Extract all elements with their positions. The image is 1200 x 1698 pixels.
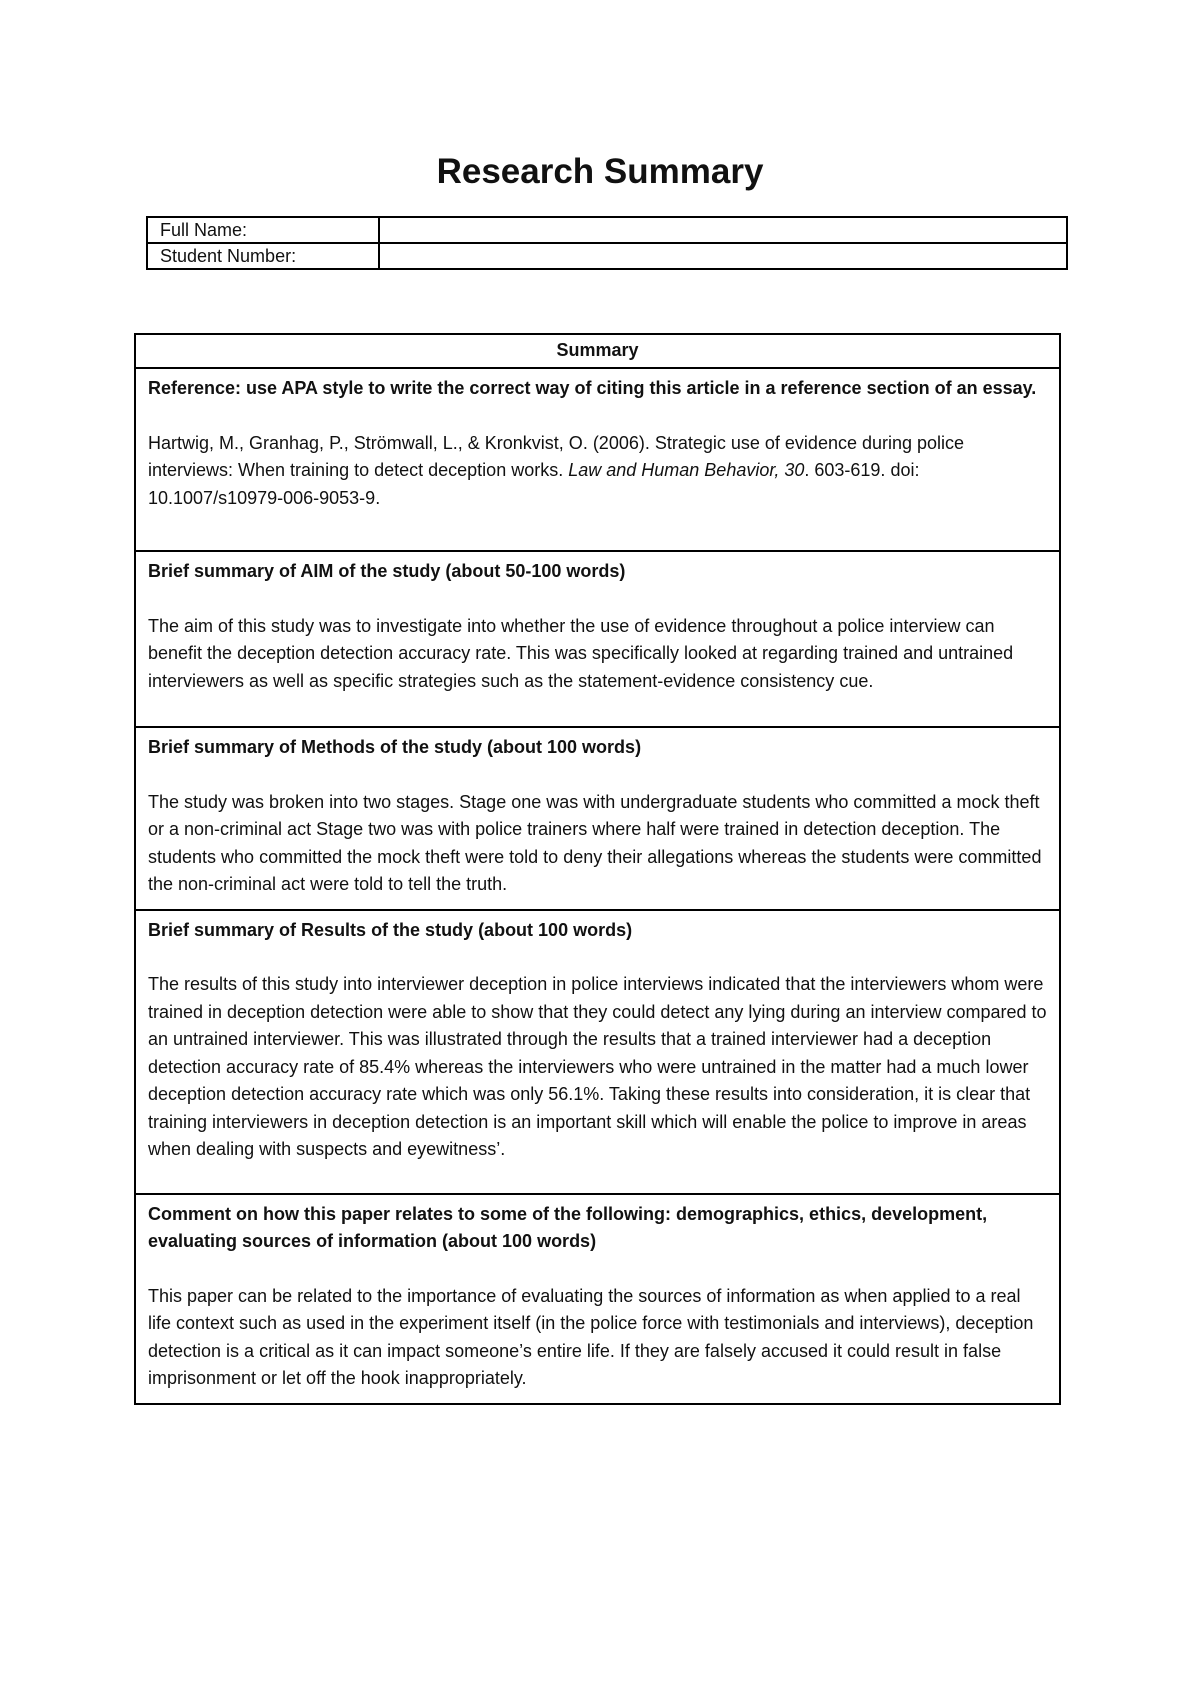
methods-body: The study was broken into two stages. Stage one was with undergraduate students who committed a mock theft or a non-criminal act Stage two was with police trainers where half were trained in detection deception. The students who committed the mock theft were told to deny their allegations whereas the students were committed the non-criminal act were told to tell the truth. (148, 791, 1042, 894)
reference-heading: Reference: use APA style to write the correct way of citing this article in a reference section of an essay. (148, 378, 1037, 398)
comment-heading: Comment on how this paper relates to some of the following: demographics, ethics, development, evaluating sources of information (about 100 words) (148, 1203, 988, 1251)
methods-heading: Brief summary of Methods of the study (about 100 words) (148, 737, 642, 757)
student-number-field[interactable] (379, 243, 1067, 269)
reference-citation (148, 430, 1047, 513)
results-cell (135, 910, 1060, 1194)
results-row (135, 910, 1060, 1194)
results-heading: Brief summary of Results of the study (about 100 words) (148, 919, 633, 940)
citation-authors: Hartwig, M., Granhag, P., Strömwall, L., & Kronkvist, O. (2006). Strategic use of evidence during police interviews: When training to detect deception works. (148, 432, 965, 480)
summary-header-row (135, 334, 1060, 368)
citation-journal: Law and Human Behavior, 30 (568, 460, 805, 480)
full-name-row (147, 217, 1067, 243)
methods-cell (135, 727, 1060, 910)
methods-row (135, 727, 1060, 910)
citation-tail: . 603-619. doi: 10.1007/s10979-006-9053-9. (148, 460, 920, 508)
student-number-row (147, 243, 1067, 269)
comment-row (135, 1194, 1060, 1404)
aim-body: The aim of this study was to investigate into whether the use of evidence throughout a police interview can benefit the deception detection accuracy rate. This was specifically looked at regarding trained and untrained interviewers as well as specific strategies such as the statement-evidence consistency cue. (148, 615, 1014, 691)
student-info-table (146, 216, 1068, 270)
comment-body: This paper can be related to the importance of evaluating the sources of information as when applied to a real life context such as used in the experiment itself (in the police force with testimonials and interviews), deception detection is a critical as it can impact someone’s entire life. If they are falsely accused it could result in false imprisonment or let off the hook inappropriately. (148, 1285, 1034, 1388)
reference-row (135, 368, 1060, 551)
aim-cell (135, 551, 1060, 727)
full-name-field[interactable] (379, 217, 1067, 243)
comment-cell (135, 1194, 1060, 1404)
aim-row (135, 551, 1060, 727)
results-body: The results of this study into interviewer deception in police interviews indicated that the interviewers whom were trained in deception detection were able to show that they could detect any lying during an interview compared to an untrained interviewer. This was illustrated through the results that a trained interviewer had a deception detection accuracy rate of 85.4% whereas the interviewers who were untrained in the matter had a much lower deception detection accuracy rate which was only 56.1%. Taking these results into consideration, it is clear that training interviewers in deception detection is an important skill which will enable the police to improve in areas when dealing with suspects and eyewitness’. (148, 974, 1047, 1159)
summary-header: Summary (135, 334, 1060, 368)
full-name-label: Full Name: (147, 217, 379, 243)
page-title: Research Summary (436, 152, 764, 191)
student-number-label: Student Number: (147, 243, 379, 269)
aim-heading: Brief summary of AIM of the study (about 50-100 words) (148, 561, 626, 581)
summary-table (134, 333, 1061, 1405)
reference-cell (135, 368, 1060, 551)
